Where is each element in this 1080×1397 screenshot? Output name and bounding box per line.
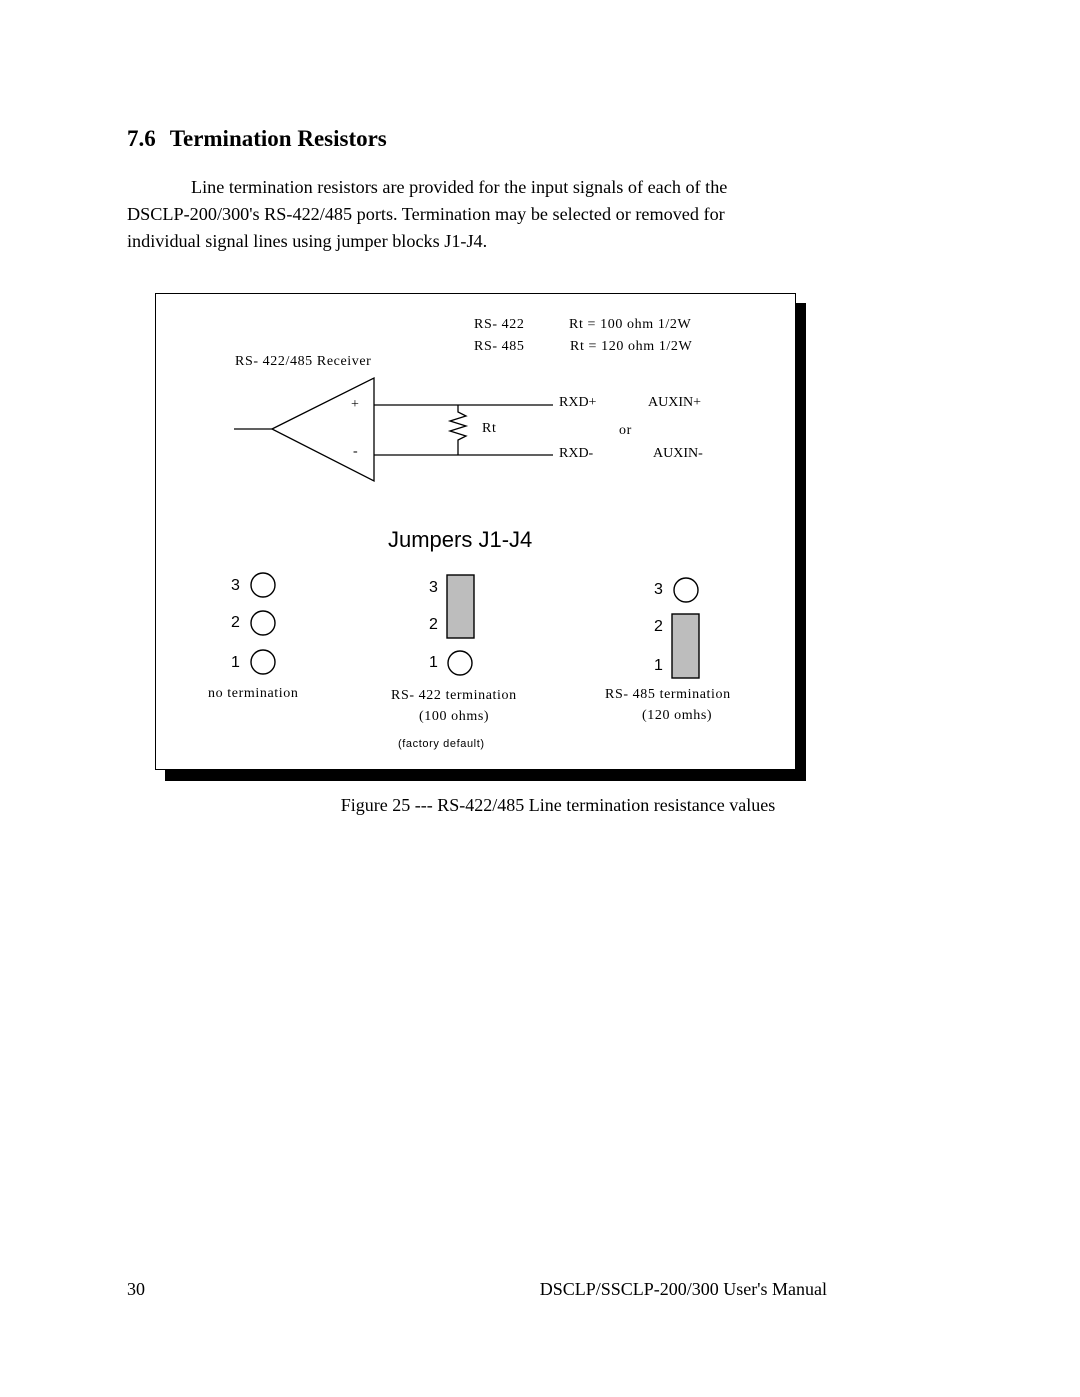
figure-frame — [155, 293, 796, 770]
pin-1 — [448, 651, 472, 675]
jumpers-title: Jumpers J1-J4 — [388, 527, 533, 552]
pin-3 — [674, 578, 698, 602]
or-label: or — [619, 423, 632, 438]
jumper-label: RS- 422 termination — [391, 688, 517, 703]
rxd-plus-label: RXD+ — [559, 395, 597, 410]
rxd-minus-label: RXD- — [559, 446, 594, 461]
jumper-label: no termination — [208, 686, 299, 701]
pin-number: 2 — [231, 614, 240, 631]
paragraph-line: DSCLP-200/300's RS-422/485 ports. Termination may be selected or removed for — [127, 204, 725, 224]
pin-number: 1 — [654, 657, 663, 674]
pin-1 — [251, 650, 275, 674]
section-number: 7.6 — [127, 126, 156, 151]
section-title: Termination Resistors — [169, 126, 387, 151]
pin-3 — [251, 573, 275, 597]
jumper-sublabel: (100 ohms) — [419, 709, 490, 724]
jumper-label: RS- 485 termination — [605, 687, 731, 702]
auxin-minus-label: AUXIN- — [653, 446, 703, 461]
table-value-rs422: Rt = 100 ohm 1/2W — [569, 317, 692, 332]
resistor-label: Rt — [482, 421, 497, 436]
pin-2 — [251, 611, 275, 635]
table-standard-rs485: RS- 485 — [474, 339, 525, 354]
receiver-label: RS- 422/485 Receiver — [235, 354, 372, 369]
jumper-sublabel: (120 omhs) — [642, 708, 713, 723]
table-standard-rs422: RS- 422 — [474, 317, 525, 332]
pin-number: 3 — [654, 581, 663, 598]
pin-number: 1 — [231, 654, 240, 671]
pin-number: 2 — [429, 616, 438, 633]
manual-title: DSCLP/SSCLP-200/300 User's Manual — [539, 1279, 827, 1299]
pin-number: 2 — [654, 618, 663, 635]
pin-number: 3 — [429, 579, 438, 596]
factory-default-note: (factory default) — [398, 738, 485, 750]
jumper-no-termination — [251, 573, 275, 674]
jumper-shunt-2-1 — [672, 614, 699, 678]
pin-number: 3 — [231, 577, 240, 594]
section-heading — [127, 126, 387, 152]
jumper-rs485 — [672, 578, 699, 678]
jumper-rs422 — [447, 575, 474, 675]
table-value-rs485: Rt = 120 ohm 1/2W — [570, 339, 693, 354]
page-number: 30 — [127, 1279, 145, 1299]
plus-terminal: + — [351, 397, 360, 412]
figure-caption: Figure 25 --- RS-422/485 Line termination resistance values — [340, 795, 776, 815]
body-paragraph — [127, 174, 827, 255]
pin-number: 1 — [429, 654, 438, 671]
paragraph-line: Line termination resistors are provided for the input signals of each of the — [191, 177, 728, 197]
minus-terminal: - — [353, 444, 359, 459]
auxin-plus-label: AUXIN+ — [648, 395, 701, 410]
paragraph-line: individual signal lines using jumper blocks J1-J4. — [127, 231, 488, 251]
jumper-shunt-3-2 — [447, 575, 474, 638]
